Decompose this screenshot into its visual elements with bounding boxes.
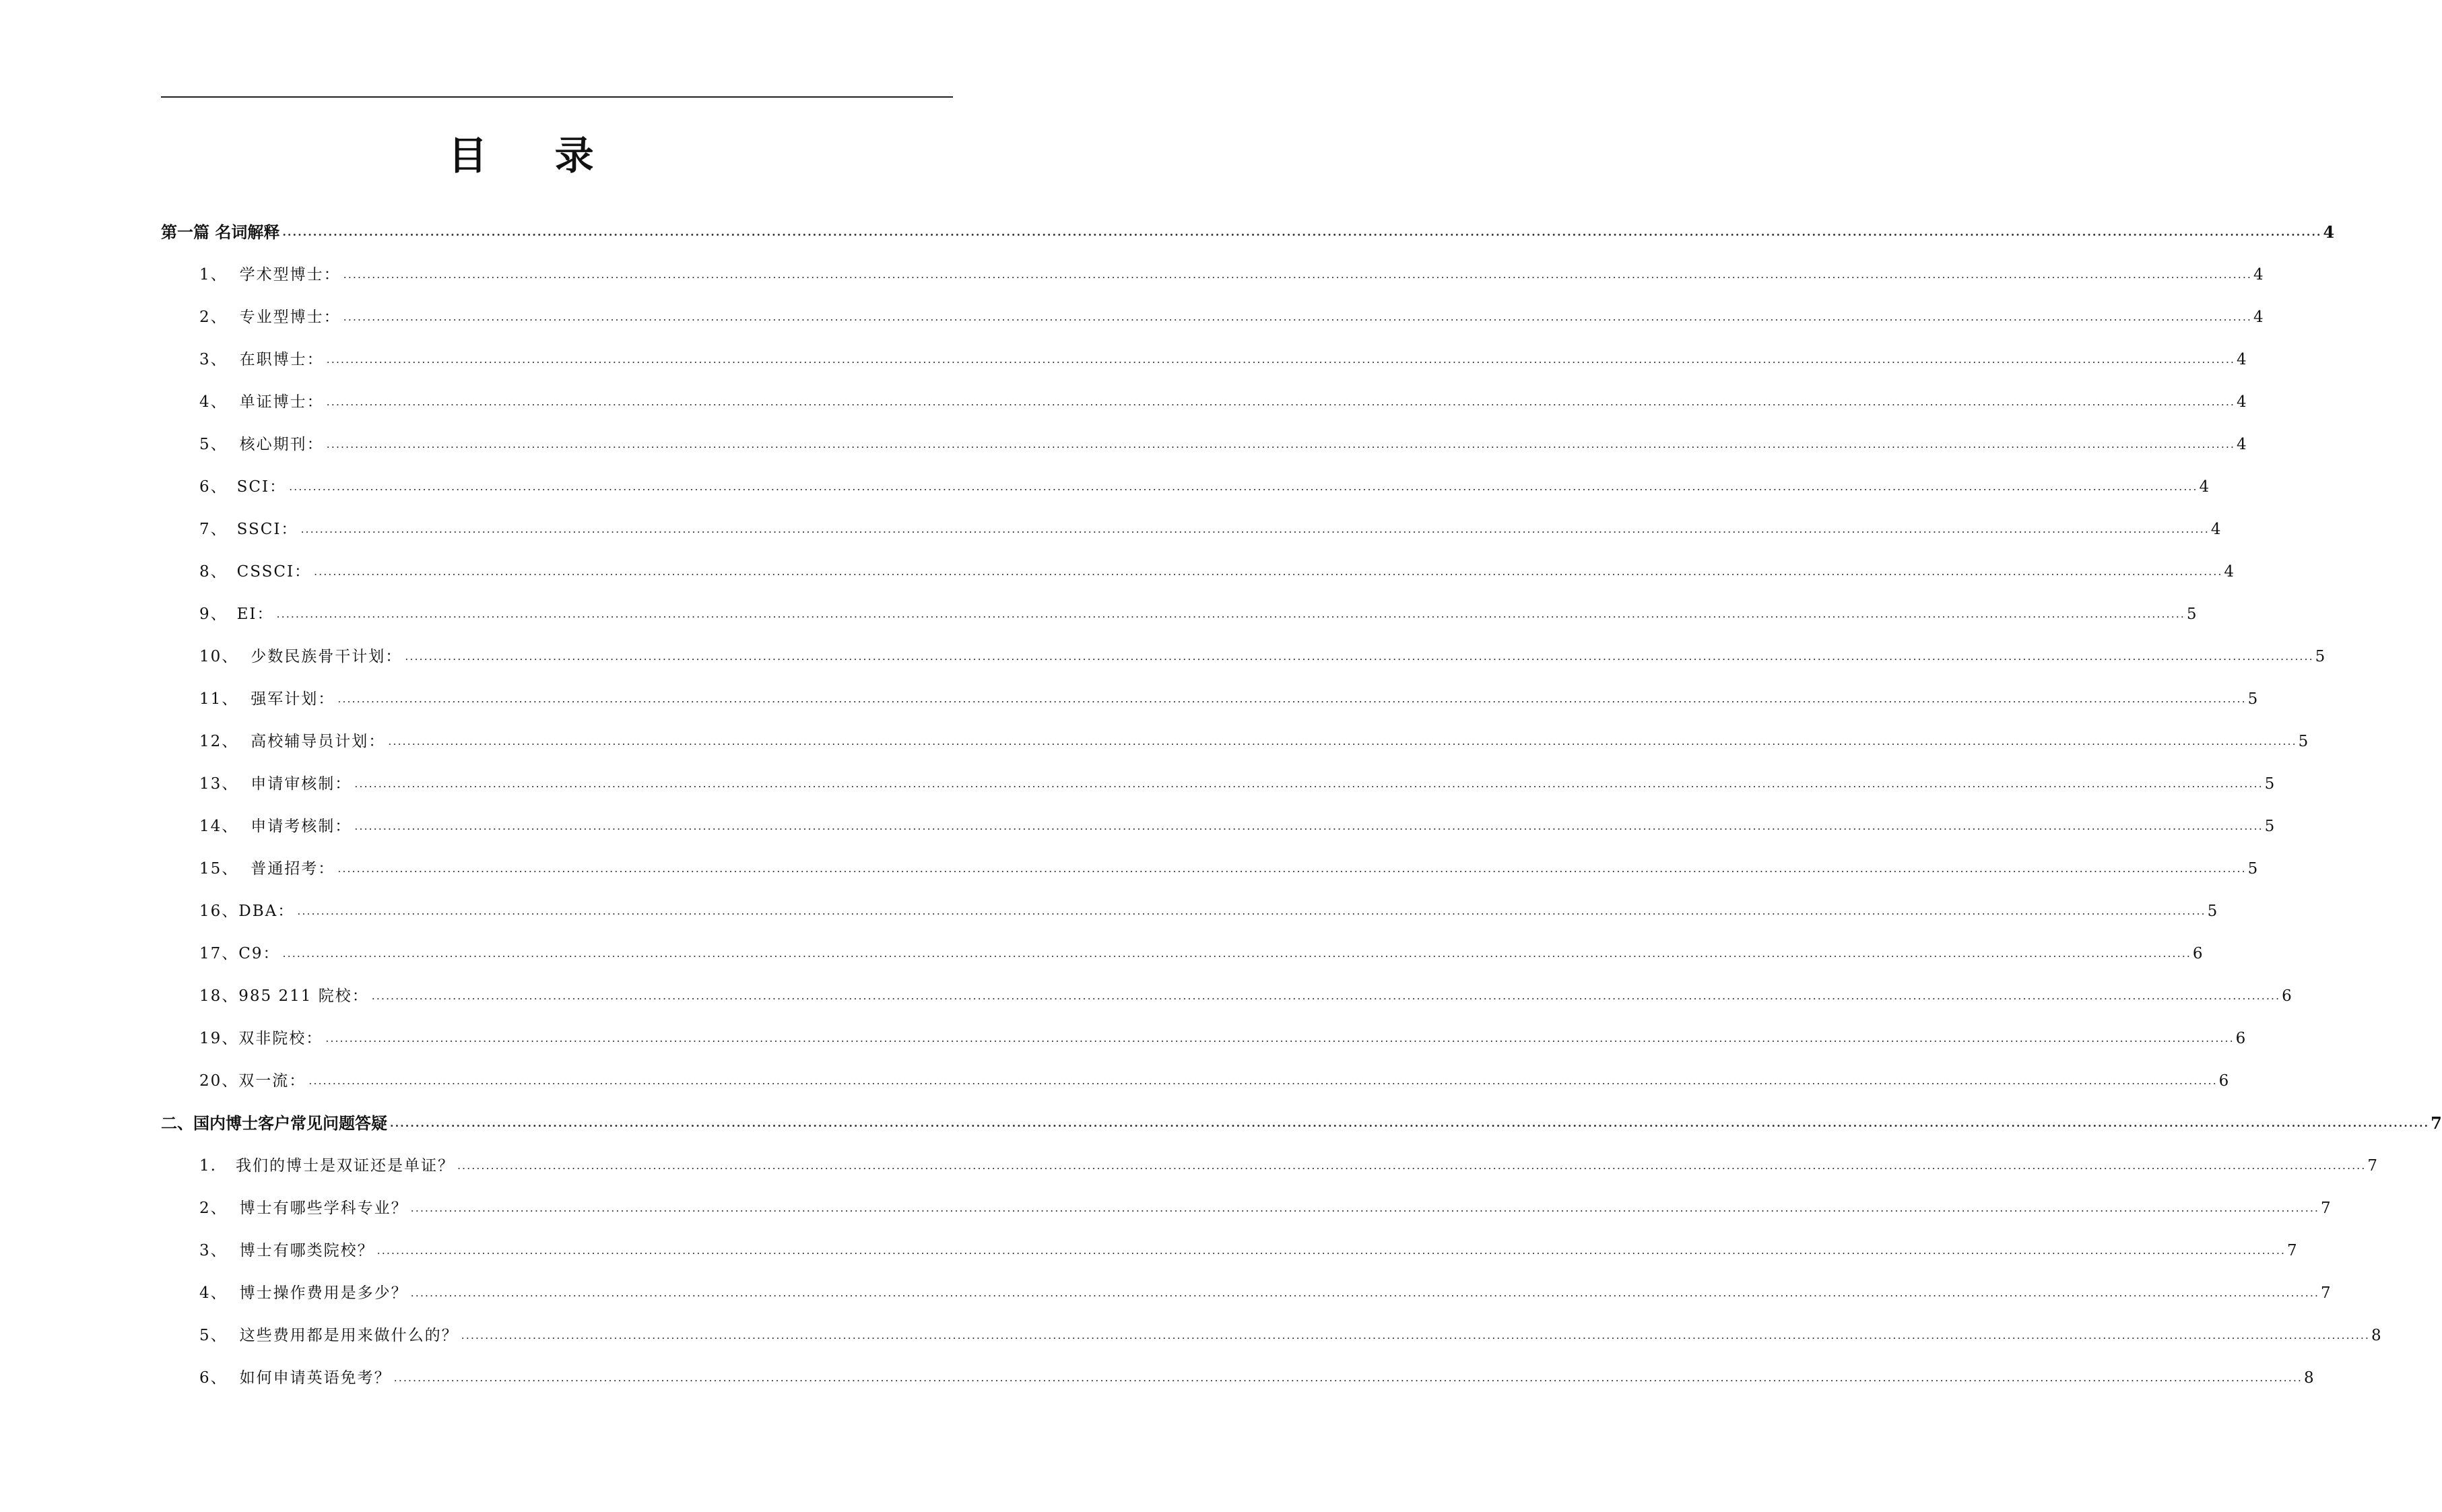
toc-entry[interactable] (199, 431, 2248, 458)
toc-entry-number: 13、 (199, 775, 239, 793)
toc-entry-label: 这些费用都是用来做什么的？ (239, 1327, 459, 1344)
toc-section-label: 第一篇 名词解释 (161, 222, 280, 242)
toc-page-number: 4 (2224, 563, 2236, 581)
toc-page-number: 5 (2264, 775, 2276, 793)
page-title: 目 录 (448, 133, 621, 178)
toc-leader: ................................................................................................................................................................................................................................................................................................................................................................................................................ (326, 438, 2236, 451)
toc-entry-label: SCI： (236, 478, 287, 496)
toc-entry[interactable] (199, 940, 2204, 967)
toc-entry-label: 学术型博士： (239, 266, 341, 284)
toc-entry-label: 博士操作费用是多少？ (239, 1284, 408, 1302)
toc-entry[interactable] (199, 643, 2327, 670)
toc-entry-number: 12、 (199, 733, 239, 750)
toc-entry-number: 1. (199, 1157, 217, 1175)
toc-entry[interactable] (199, 1237, 2299, 1264)
toc-entry-number: 8、 (199, 563, 228, 581)
toc-page-number: 6 (2282, 987, 2293, 1005)
toc-entry-number: 6、 (199, 1369, 228, 1387)
toc-entry[interactable] (199, 686, 2259, 713)
toc-leader: ................................................................................................................................................................................................................................................................................................................................................................................................................ (410, 1286, 2320, 1299)
toc-entry-number: 10、 (199, 648, 239, 665)
toc-page-number: 4 (2237, 436, 2248, 453)
toc-entry-label: 少数民族骨干计划： (251, 648, 403, 665)
toc-entry-label: 博士有哪类院校？ (239, 1242, 374, 1259)
toc-leader: ................................................................................................................................................................................................................................................................................................................................................................................................................ (337, 692, 2247, 705)
toc-leader: ................................................................................................................................................................................................................................................................................................................................................................................................................ (289, 480, 2198, 493)
toc-entry-label: 如何申请英语免考？ (239, 1369, 391, 1387)
toc-leader: ................................................................................................................................................................................................................................................................................................................................................................................................................ (393, 1371, 2303, 1384)
toc-entry[interactable] (199, 770, 2276, 797)
toc-page-number: 6 (2235, 1030, 2247, 1047)
toc-entry[interactable] (199, 1067, 2231, 1094)
toc-entry[interactable] (199, 1365, 2315, 1391)
toc-page-number: 5 (2247, 690, 2259, 708)
toc-entry[interactable] (199, 516, 2222, 543)
toc-leader: ................................................................................................................................................................................................................................................................................................................................................................................................................ (461, 1329, 2371, 1342)
toc-leader: ................................................................................................................................................................................................................................................................................................................................................................................................................ (297, 905, 2206, 917)
toc-entry-number: 15、 (199, 860, 239, 878)
toc-leader: ................................................................................................................................................................................................................................................................................................................................................................................................................ (410, 1202, 2320, 1214)
toc-entry[interactable] (199, 1152, 2379, 1179)
toc-entry-number: 7、 (199, 521, 228, 538)
toc-entry-number: 4、 (199, 393, 228, 411)
toc-leader: ................................................................................................................................................................................................................................................................................................................................................................................................................ (308, 1074, 2218, 1087)
toc-entry[interactable] (199, 898, 2219, 925)
toc-entry-label: 核心期刊： (239, 436, 324, 453)
toc-entry-number: 5、 (199, 1327, 228, 1344)
toc-entry[interactable] (199, 1322, 2383, 1349)
toc-entry-number: 2、 (199, 1199, 228, 1217)
toc-page-number: 4 (2253, 308, 2265, 326)
toc-page-number: 4 (2199, 478, 2211, 496)
toc-entry[interactable] (199, 389, 2248, 416)
toc-leader: ................................................................................................................................................................................................................................................................................................................................................................................................................ (282, 947, 2191, 960)
toc-entry[interactable] (199, 558, 2236, 585)
toc-entry[interactable] (199, 473, 2211, 500)
toc-entry[interactable] (199, 983, 2293, 1010)
toc-entry[interactable] (199, 346, 2248, 373)
toc-entry[interactable] (199, 601, 2198, 628)
toc-entry[interactable] (199, 728, 2310, 755)
toc-leader: ................................................................................................................................................................................................................................................................................................................................................................................................................ (354, 777, 2264, 790)
toc-leader: ................................................................................................................................................................................................................................................................................................................................................................................................................ (376, 1244, 2286, 1257)
toc-entry[interactable] (199, 855, 2259, 882)
toc-leader: ................................................................................................................................................................................................................................................................................................................................................................................................................ (388, 735, 2297, 748)
toc-page-number: 5 (2207, 902, 2219, 920)
toc-entry-number: 5、 (199, 436, 228, 453)
toc-page-number: 8 (2371, 1327, 2383, 1344)
toc-entry-number: 20、 (199, 1072, 239, 1090)
toc-entry-number: 14、 (199, 818, 239, 835)
toc-entry-label: 专业型博士： (239, 308, 341, 326)
toc-entry-label: 在职博士： (239, 351, 324, 368)
toc-entry-number: 3、 (199, 1242, 228, 1259)
toc-entry[interactable] (199, 813, 2276, 840)
toc-entry[interactable] (199, 261, 2265, 288)
toc-page-number: 7 (2321, 1284, 2332, 1302)
toc-entry-number: 17、 (199, 945, 239, 962)
toc-entry-number: 9、 (199, 605, 228, 623)
toc-leader: ................................................................................................................................................................................................................................................................................................................................................................................................................ (300, 523, 2210, 535)
toc-entry[interactable] (199, 304, 2265, 331)
toc-entry[interactable] (199, 1025, 2247, 1052)
toc-leader: ................................................................................................................................................................................................................................................................................................................................................................................................................ (326, 395, 2236, 408)
toc-page-number: 7 (2321, 1199, 2332, 1217)
toc-entry-label: EI： (236, 605, 274, 623)
toc-page-number: 4 (2210, 521, 2222, 538)
toc-page-number: 7 (2431, 1113, 2442, 1133)
toc-entry-number: 18、 (199, 987, 239, 1005)
toc-leader: ................................................................................................................................................................................................................................................................................................................................................................................................................ (314, 565, 2223, 578)
toc-page-number: 8 (2304, 1369, 2315, 1387)
toc-page-number: 4 (2323, 222, 2335, 242)
toc-page-number: 6 (2192, 945, 2204, 962)
toc-section-2[interactable] (161, 1110, 2442, 1137)
toc-entry-label: 单证博士： (239, 393, 324, 411)
toc-section-label: 二、国内博士客户常见问题答疑 (161, 1113, 387, 1133)
toc-entry-label: 博士有哪些学科专业？ (239, 1199, 408, 1217)
toc-leader: ................................................................................................................................................................................................................................................................................................................................................................................................................ (343, 268, 2253, 281)
toc-page-number: 7 (2367, 1157, 2379, 1175)
toc-entry-label: 高校辅导员计划： (251, 733, 386, 750)
toc-entry-label: SSCI： (236, 521, 298, 538)
toc-page-number: 6 (2218, 1072, 2231, 1090)
toc-entry-label: 申请审核制： (251, 775, 352, 793)
toc-entry-label: CSSCI： (236, 563, 312, 581)
toc-entry-label: 普通招考： (251, 860, 335, 878)
toc-page-number: 7 (2287, 1242, 2299, 1259)
toc-leader: ................................................................................................................................................................................................................................................................................................................................................................................................................ (354, 820, 2264, 832)
toc-entry-number: 2、 (199, 308, 228, 326)
toc-leader: ................................................................................................................................................................................................................................................................................................................................................................................................................ (405, 650, 2314, 663)
toc-entry-label: 我们的博士是双证还是单证？ (235, 1157, 455, 1175)
toc-leader: ................................................................................................................................................................................................................................................................................................................................................................................................................ (457, 1159, 2367, 1172)
toc-leader: ................................................................................................................................................................................................................................................................................................................................................................................................................ (325, 1032, 2235, 1045)
toc-entry-label: 强军计划： (251, 690, 335, 708)
toc-section-1[interactable] (161, 219, 2335, 246)
toc-entry[interactable] (199, 1280, 2332, 1307)
toc-entry-number: 4、 (199, 1284, 228, 1302)
toc-entry-label: 申请考核制： (251, 818, 352, 835)
toc-entry-label: DBA： (238, 902, 295, 920)
toc-page-number: 4 (2253, 266, 2265, 284)
toc-entry-number: 3、 (199, 351, 228, 368)
toc-entry[interactable] (199, 1195, 2332, 1222)
toc-entry-label: 双一流： (238, 1072, 306, 1090)
toc-leader: ................................................................................................................................................................................................................................................................................................................................................................................................................ (337, 862, 2247, 875)
toc-page-number: 5 (2264, 818, 2276, 835)
toc-entry-number: 11、 (199, 690, 239, 708)
toc-page-number: 5 (2247, 860, 2259, 878)
toc-page-number: 5 (2298, 733, 2310, 750)
toc-leader: ................................................................................................................................................................................................................................................................................................................................................................................................................ (390, 1117, 2430, 1129)
toc-entry-label: 985 211 院校： (238, 987, 369, 1005)
toc-leader: ................................................................................................................................................................................................................................................................................................................................................................................................................ (276, 607, 2185, 620)
toc-leader: ................................................................................................................................................................................................................................................................................................................................................................................................................ (343, 310, 2253, 323)
toc-entry-number: 19、 (199, 1030, 239, 1047)
toc-page-number: 5 (2315, 648, 2327, 665)
toc-leader: ................................................................................................................................................................................................................................................................................................................................................................................................................ (326, 353, 2236, 366)
toc-page-number: 4 (2237, 393, 2248, 411)
toc-entry-label: 双非院校： (238, 1030, 323, 1047)
toc-page-number: 4 (2237, 351, 2248, 368)
toc-entry-number: 1、 (199, 266, 228, 284)
toc-entry-number: 16、 (199, 902, 239, 920)
header-rule (161, 96, 953, 98)
toc-leader: ................................................................................................................................................................................................................................................................................................................................................................................................................ (371, 989, 2281, 1002)
toc-entry-label: C9： (238, 945, 280, 962)
toc-leader: ................................................................................................................................................................................................................................................................................................................................................................................................................ (282, 226, 2322, 238)
toc-page-number: 5 (2186, 605, 2198, 623)
toc-entry-number: 6、 (199, 478, 228, 496)
